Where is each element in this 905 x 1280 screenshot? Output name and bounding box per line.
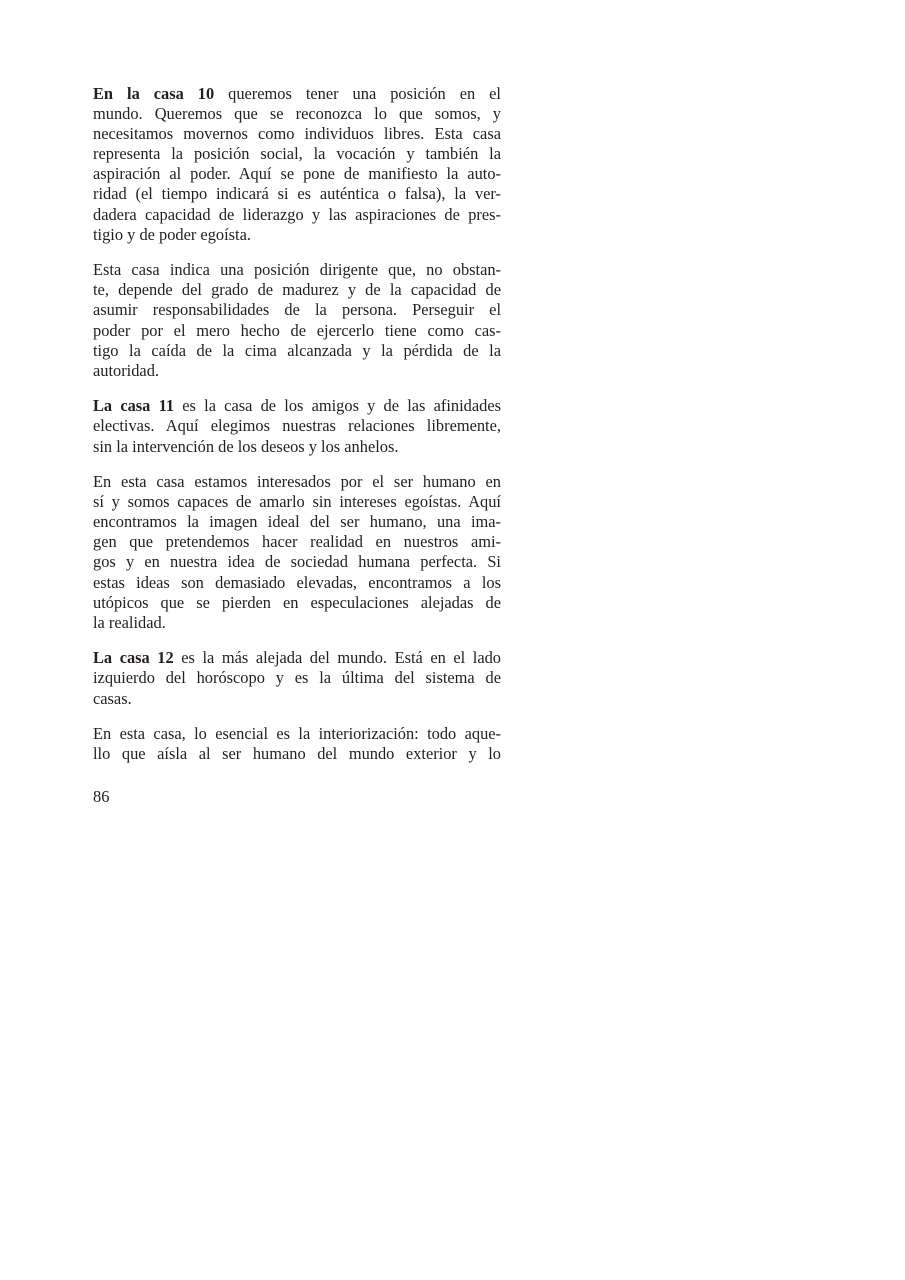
text-line: izquierdo del horóscopo y es la última del sistema de: [93, 668, 501, 688]
paragraph-casa-11: [93, 396, 501, 456]
text-line: encontramos la imagen ideal del ser humano, una ima-: [93, 512, 501, 532]
text-line: En esta casa, lo esencial es la interiorización: todo aque-: [93, 724, 501, 744]
text-line: necesitamos movernos como individuos libres. Esta casa: [93, 124, 501, 144]
text-line: llo que aísla al ser humano del mundo exterior y lo: [93, 744, 501, 764]
text-line: casas.: [93, 688, 132, 708]
text-line: gos y en nuestra idea de sociedad humana perfecta. Si: [93, 552, 501, 572]
text-line: utópicos que se pierden en especulaciones alejadas de: [93, 592, 501, 612]
paragraph-interiorizacion: [93, 724, 501, 764]
paragraph-ser-humano: [93, 472, 501, 633]
text-line: tigio y de poder egoísta.: [93, 224, 251, 244]
text-line: sin la intervención de los deseos y los anhelos.: [93, 436, 399, 456]
text-line: dadera capacidad de liderazgo y las aspiraciones de pres-: [93, 204, 501, 224]
paragraph-lead: En la casa 10: [93, 84, 215, 103]
text-line: la realidad.: [93, 612, 166, 632]
text-line: electivas. Aquí elegimos nuestras relaciones libremente,: [93, 416, 501, 436]
text-line: La casa 11 es la casa de los amigos y de las afinidades: [93, 396, 501, 416]
page-number: 86: [93, 787, 110, 806]
text-line: representa la posición social, la vocación y también la: [93, 144, 501, 164]
text-line: aspiración al poder. Aquí se pone de manifiesto la auto-: [93, 164, 501, 184]
paragraph-posicion-dirigente: [93, 260, 501, 381]
text-line: estas ideas son demasiado elevadas, encontramos a los: [93, 572, 501, 592]
text-line: autoridad.: [93, 360, 159, 380]
text-line: asumir responsabilidades de la persona. Perseguir el: [93, 300, 501, 320]
paragraph-casa-10: [93, 84, 501, 245]
text-line: poder por el mero hecho de ejercerlo tiene como cas-: [93, 320, 501, 340]
page-body: [93, 84, 501, 780]
text-line: En esta casa estamos interesados por el ser humano en: [93, 472, 501, 492]
paragraph-casa-12: [93, 648, 501, 708]
text-line: ridad (el tiempo indicará si es auténtica o falsa), la ver-: [93, 184, 501, 204]
text-line: gen que pretendemos hacer realidad en nuestros ami-: [93, 532, 501, 552]
paragraph-lead: La casa 12: [93, 648, 174, 668]
text-line: La casa 12 es la más alejada del mundo. Está en el lado: [93, 648, 502, 668]
text-line: Esta casa indica una posición dirigente que, no obstan-: [93, 260, 501, 280]
text-line: tigo la caída de la cima alcanzada y la pérdida de la: [93, 340, 501, 360]
text-line: mundo. Queremos que se reconozca lo que somos, y: [93, 104, 501, 124]
paragraph-lead: La casa 11: [93, 396, 175, 416]
text-line: te, depende del grado de madurez y de la capacidad de: [93, 280, 501, 300]
text-line: sí y somos capaces de amarlo sin intereses egoístas. Aquí: [93, 492, 501, 512]
text-line: En la casa 10 queremos tener una posición en el: [93, 84, 501, 103]
